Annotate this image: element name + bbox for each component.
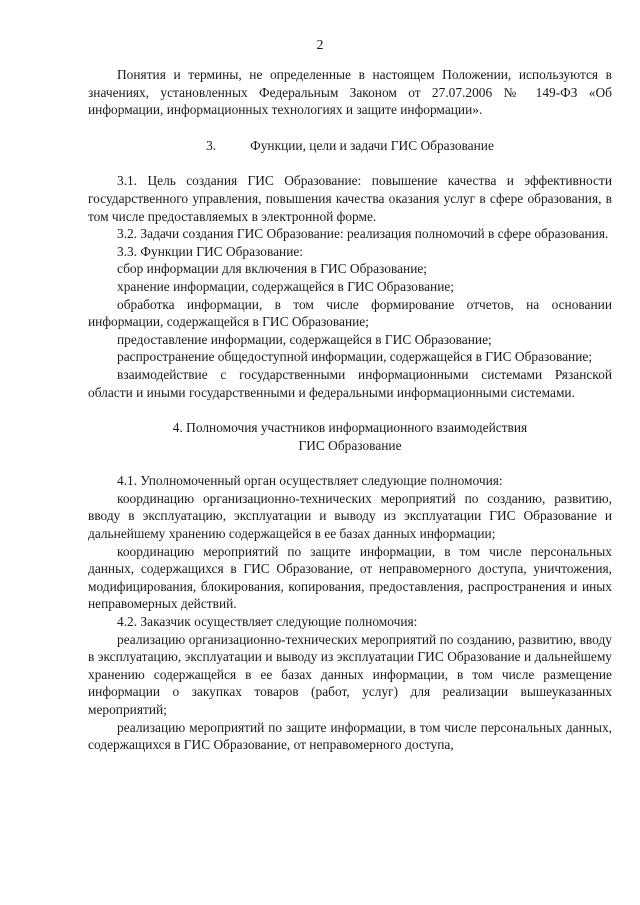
- section-4-paragraph: 4.2. Заказчик осуществляет следующие полномочия:: [117, 614, 418, 630]
- section-3-heading: [88, 137, 612, 155]
- section-3-paragraph: взаимодействие с государственными информационными системами Рязанской области и иными государственными и федеральными информационными системами.: [88, 366, 612, 400]
- page-number: 2: [316, 38, 324, 53]
- section-4-paragraph: реализацию организационно-технических мероприятий по созданию, развитию, вводу в эксплуатацию, эксплуатации и выводу из эксплуатации ГИС Образование и дальнейшему хранению содержащейся в ее базах данных информации, в том числе размещение информации о закупках товаров (работ, услуг) для реализации вышеуказанных мероприятий;: [88, 631, 612, 717]
- section-4-paragraph: реализацию мероприятий по защите информации, в том числе персональных данных, содержащихся в ГИС Образование, от неправомерного доступа,: [88, 719, 612, 753]
- section-3-paragraph: 3.2. Задачи создания ГИС Образование: реализация полномочий в сфере образования.: [117, 226, 609, 242]
- section-3-paragraph: 3.1. Цель создания ГИС Образование: повышение качества и эффективности государственного управления, повышения качества оказания услуг в сфере образования, в том числе предоставляемых в электронной форме.: [88, 173, 612, 224]
- document-body: [88, 66, 612, 754]
- section-3-paragraph: хранение информации, содержащейся в ГИС Образование;: [117, 278, 455, 294]
- intro-paragraph: Понятия и термины, не определенные в настоящем Положении, используются в значениях, установленных Федеральным Законом от 27.07.2006 № 149-ФЗ «Об информации, информационных технологиях и защите информации».: [88, 67, 612, 118]
- section-4-paragraph: 4.1. Уполномоченный орган осуществляет следующие полномочия:: [117, 473, 503, 489]
- section-3-paragraph: распространение общедоступной информации, содержащейся в ГИС Образование;: [117, 349, 593, 365]
- section-4-paragraph: координацию организационно-технических мероприятий по созданию, развитию, вводу в эксплуатацию, эксплуатации и выводу из эксплуатации ГИС Образование и дальнейшему хранению содержащейся в ее базах данных информации;: [88, 490, 612, 542]
- section-4-heading: [88, 419, 612, 454]
- section-3-paragraph: обработка информации, в том числе формирование отчетов, на основании информации, содержащейся в ГИС Образование;: [88, 296, 612, 330]
- section-3-paragraph: 3.3. Функции ГИС Образование:: [117, 243, 304, 259]
- section-4-title-line-2: ГИС Образование: [298, 437, 402, 453]
- section-4-paragraph: координацию мероприятий по защите информации, в том числе персональных данных, содержащихся в ГИС Образование, от неправомерного доступа, уничтожения, модифицирования, блокирования, копирования, предоставления, распространения и иных неправомерных действий.: [88, 543, 612, 612]
- section-3-title: Функции, цели и задачи ГИС Образование: [250, 137, 494, 153]
- section-3-paragraph: предоставление информации, содержащейся в ГИС Образование;: [117, 331, 492, 347]
- section-3-number: 3.: [206, 137, 217, 153]
- section-3-paragraph: сбор информации для включения в ГИС Образование;: [117, 261, 428, 277]
- section-4-title-line-1: 4. Полномочия участников информационного взаимодействия: [172, 420, 528, 436]
